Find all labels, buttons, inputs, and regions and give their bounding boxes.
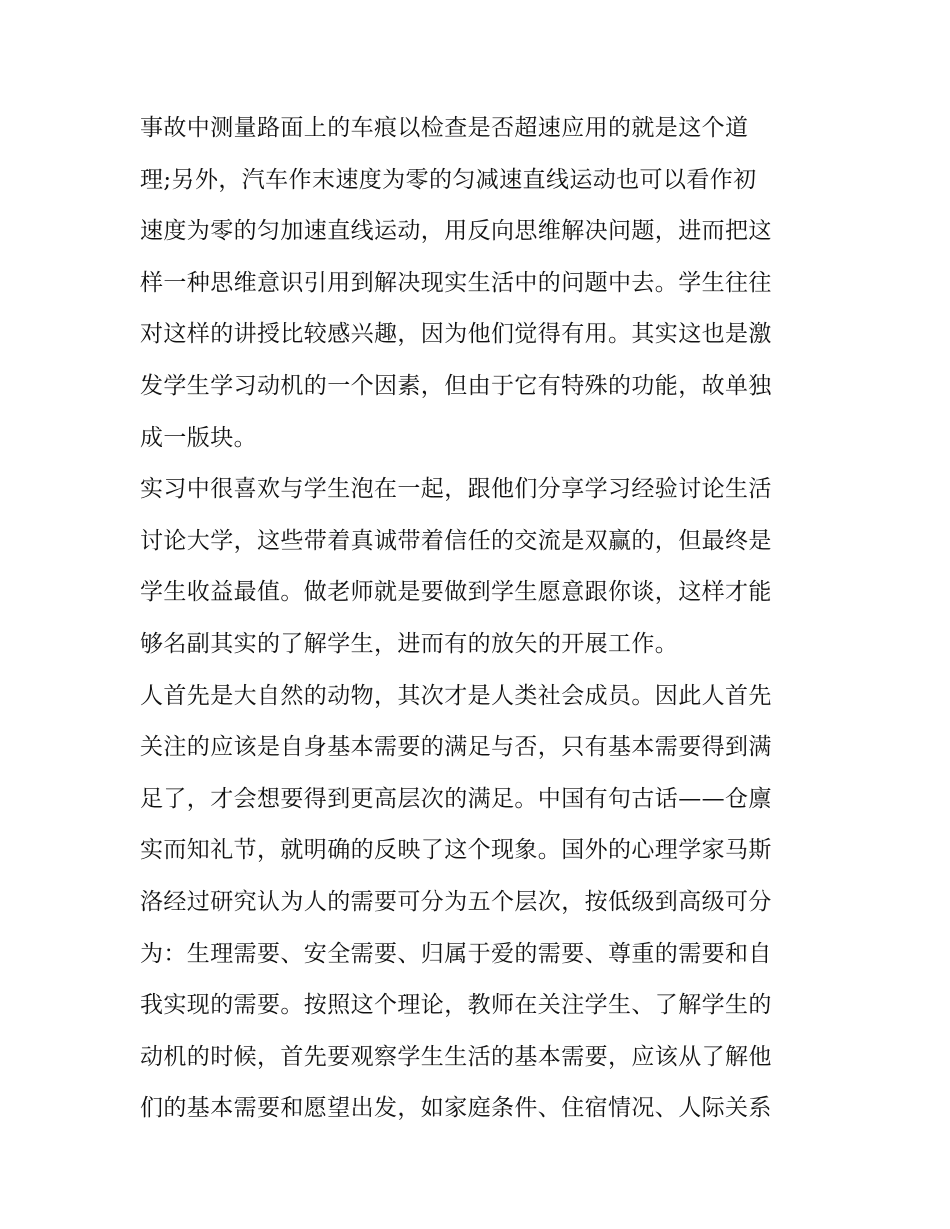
text-line: 洛经过研究认为人的需要可分为五个层次，按低级到高级可分 bbox=[140, 888, 772, 915]
text-line: 事故中测量路面上的车痕以检查是否超速应用的就是这个道 bbox=[140, 115, 749, 141]
text-line: 对这样的讲授比较感兴趣，因为他们觉得有用。其实这也是激 bbox=[140, 321, 772, 348]
text-line: 速度为零的匀加速直线运动，用反向思维解决问题，进而把这 bbox=[140, 218, 772, 245]
body-text bbox=[140, 103, 820, 1135]
text-line: 动机的时候，首先要观察学生生活的基本需要，应该从了解他 bbox=[140, 1043, 772, 1070]
text-line: 样一种思维意识引用到解决现实生活中的问题中去。学生往往 bbox=[140, 269, 772, 296]
text-line: 学生收益最值。做老师就是要做到学生愿意跟你谈，这样才能 bbox=[140, 579, 772, 606]
text-line: 成一版块。 bbox=[140, 424, 257, 451]
text-line: 人首先是大自然的动物，其次才是人类社会成员。因此人首先 bbox=[140, 682, 772, 709]
text-line: 关注的应该是自身基本需要的满足与否，只有基本需要得到满 bbox=[140, 734, 772, 761]
text-line: 我实现的需要。按照这个理论，教师在关注学生、了解学生的 bbox=[140, 992, 772, 1019]
text-line: 实而知礼节，就明确的反映了这个现象。国外的心理学家马斯 bbox=[140, 837, 772, 864]
text-line: 实习中很喜欢与学生泡在一起，跟他们分享学习经验讨论生活 bbox=[140, 476, 772, 503]
text-line: 足了，才会想要得到更高层次的满足。中国有句古话——仓廪 bbox=[140, 785, 772, 812]
text-line: 理;另外，汽车作末速度为零的匀减速直线运动也可以看作初 bbox=[140, 166, 757, 193]
text-line: 够名副其实的了解学生，进而有的放矢的开展工作。 bbox=[140, 630, 679, 657]
text-line: 发学生学习动机的一个因素，但由于它有特殊的功能，故单独 bbox=[140, 372, 772, 399]
text-line: 们的基本需要和愿望出发，如家庭条件、住宿情况、人际关系 bbox=[140, 1095, 772, 1122]
text-line: 讨论大学，这些带着真诚带着信任的交流是双赢的，但最终是 bbox=[140, 527, 772, 554]
text-line: 为：生理需要、安全需要、归属于爱的需要、尊重的需要和自 bbox=[140, 940, 772, 967]
